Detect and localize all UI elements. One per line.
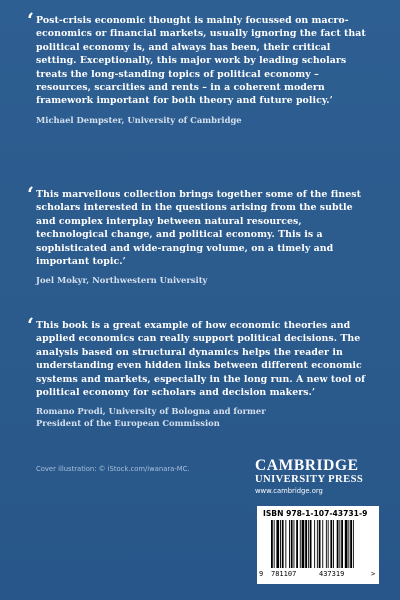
open-quote-mark: ‘: [27, 313, 34, 337]
barcode-digit-lead: 9: [259, 570, 264, 578]
quote-3-attribution-line-1: Romano Prodi, University of Bologna and former: [36, 406, 266, 417]
barcode-bar: [285, 520, 286, 568]
endorsement-quote-2: [27, 182, 371, 287]
barcode-bar: [294, 520, 295, 568]
quote-2-attribution: Joel Mokyr, Northwestern University: [36, 275, 208, 286]
close-quote-mark: ’: [122, 257, 126, 268]
barcode-bar: [289, 520, 290, 568]
barcode-bar: [310, 520, 312, 568]
quote-1-text: Post-crisis economic thought is mainly focussed on macro-economics or financial markets, usually ignoring the fact that political economy is, and always has been, their critical setting. Exceptionally, this major work by leading scholars treats the long-standing topics of political economy – resources, scarcities and rents – in a coherent modern framework important for both theory and future policy.: [36, 15, 366, 107]
close-quote-mark: ’: [311, 388, 316, 399]
endorsement-quote-3: [27, 313, 371, 429]
barcode-bar: [274, 520, 275, 568]
quote-3-attribution-line-2: President of the European Commission: [36, 417, 220, 428]
barcode-bar: [341, 520, 343, 568]
close-quote-mark: ’: [329, 96, 333, 107]
endorsement-quote-1: [27, 8, 371, 126]
barcode-bar: [326, 520, 327, 568]
isbn-label: ISBN 978-1-107-43731-9: [263, 509, 368, 518]
barcode-bar: [291, 520, 293, 568]
quote-3-text: This book is a great example of how economic theories and applied economics can really support political decisions. The analysis based on structural dynamics helps the reader in understanding even hidden links between different economic systems and markets, especially in the long run. A new tool of political economy for scholars and decision makers.: [36, 320, 366, 399]
quote-3-attribution: [36, 406, 371, 429]
publisher-logo: [255, 458, 380, 496]
barcode-bar: [276, 520, 279, 568]
cover-illustration-credit: Cover illustration: © iStock.com/iwanara-MC.: [36, 465, 190, 473]
barcode-bar: [302, 520, 305, 568]
barcode-digit-group-1: 781107: [271, 570, 297, 578]
quote-2-text: This marvellous collection brings together some of the finest scholars interested in the questions arising from the subtle and complex interplay between natural resources, technological change, and political economy. This is a sophisticated and wide-ranging volume, on a timely and important topic.: [36, 189, 361, 268]
barcode-bar: [322, 520, 323, 568]
barcode-icon: [263, 520, 373, 570]
barcode-bar: [317, 520, 318, 568]
barcode-digit-tail: >: [371, 570, 376, 578]
barcode-bar: [345, 520, 348, 568]
barcode-bar: [282, 520, 284, 568]
barcode-bar: [328, 520, 329, 568]
barcode-bar: [300, 520, 301, 568]
barcode-bar: [348, 520, 349, 568]
barcode-bar: [353, 520, 354, 568]
barcode-bar: [339, 520, 340, 568]
barcode-bar: [280, 520, 281, 568]
barcode-bar: [337, 520, 339, 568]
publisher-name: CAMBRIDGE: [255, 457, 359, 474]
barcode-bar: [330, 520, 332, 568]
publisher-url: www.cambridge.org: [255, 487, 323, 495]
open-quote-mark: ‘: [27, 8, 34, 32]
barcode-bar: [350, 520, 352, 568]
barcode-bar: [333, 520, 334, 568]
isbn-barcode: [257, 506, 379, 584]
barcode-bar: [308, 520, 309, 568]
quote-1-attribution: Michael Dempster, University of Cambridge: [36, 114, 242, 125]
barcode-bar: [305, 520, 307, 568]
barcode-bar: [271, 520, 273, 568]
barcode-bar: [314, 520, 315, 568]
open-quote-mark: ‘: [27, 182, 34, 206]
publisher-subname: UNIVERSITY PRESS: [255, 474, 364, 485]
barcode-bar: [319, 520, 321, 568]
barcode-digit-group-2: 437319: [319, 570, 345, 578]
barcode-bar: [296, 520, 298, 568]
